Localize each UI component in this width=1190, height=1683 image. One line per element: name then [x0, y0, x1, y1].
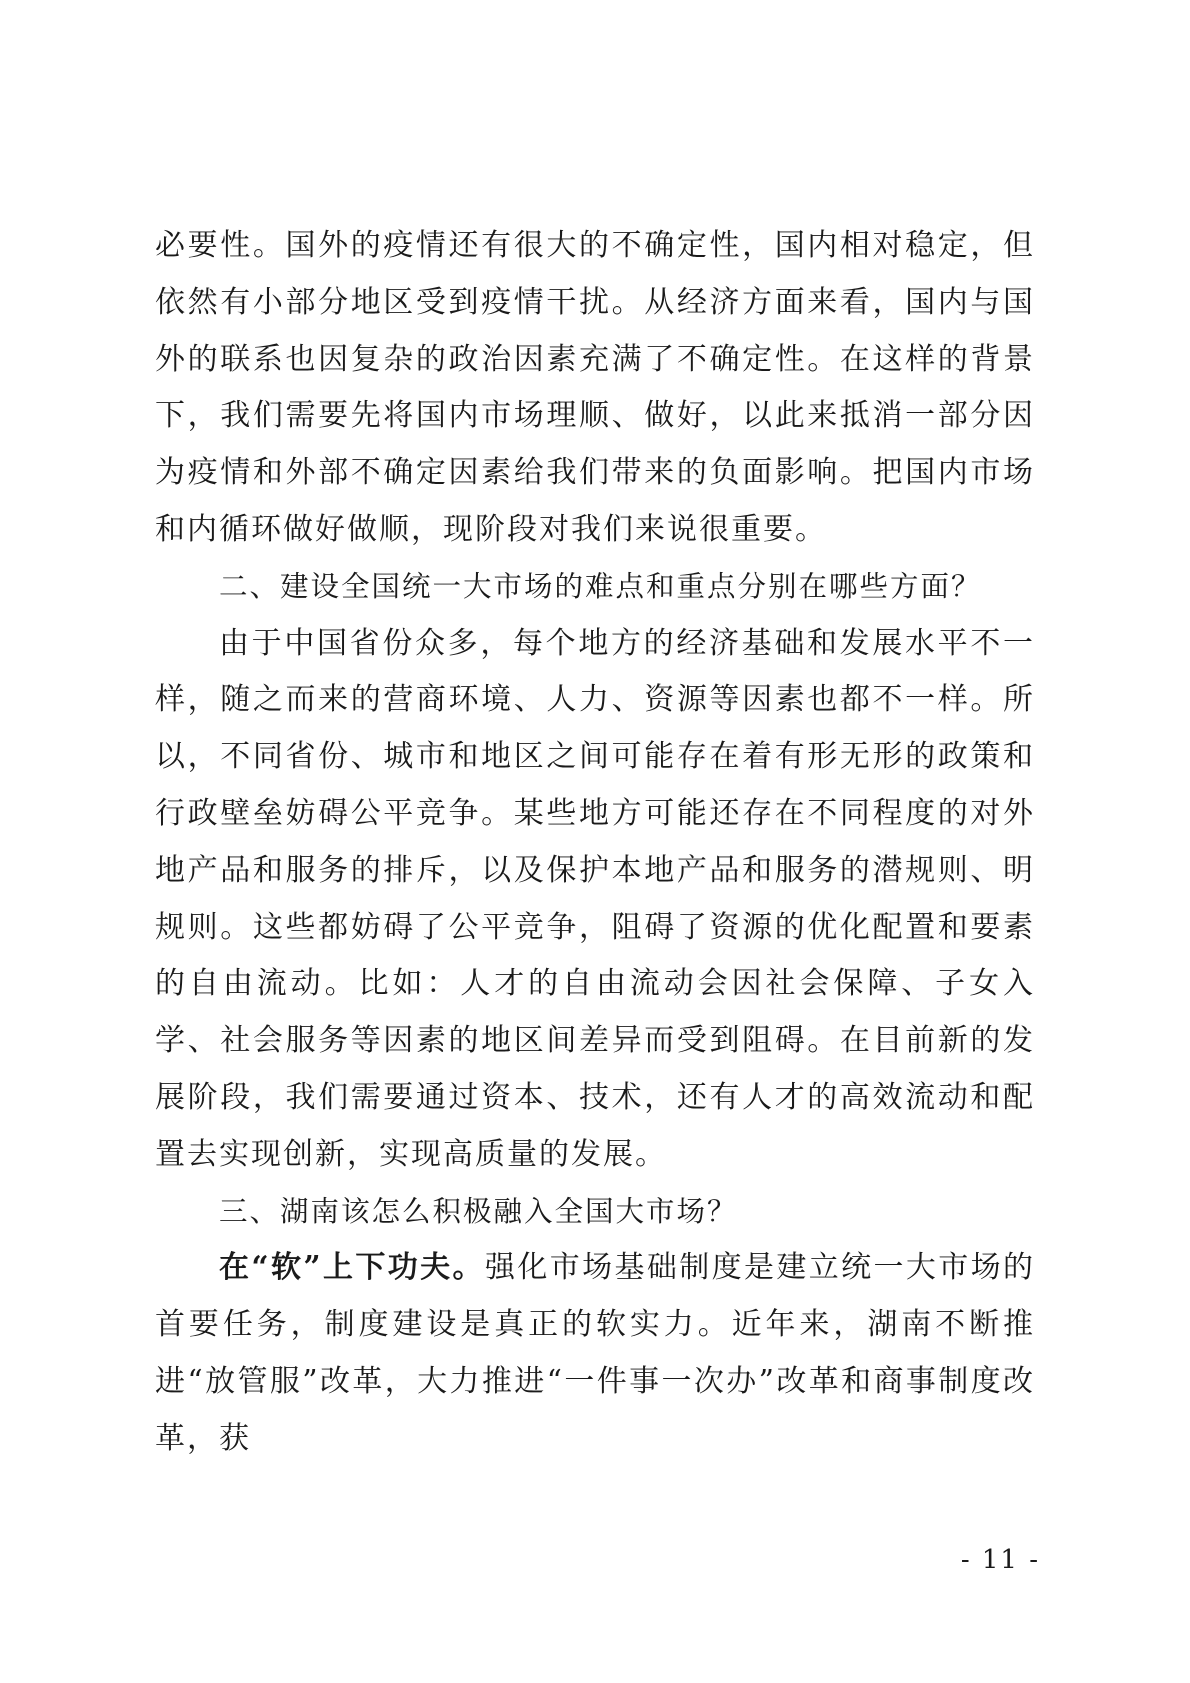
paragraph-section-3	[155, 1240, 1035, 1467]
page-number: - 11 -	[960, 1545, 1040, 1575]
paragraph-lead-phrase: 在“软”上下功夫。	[219, 1250, 485, 1286]
section-heading-2: 二、建设全国统一大市场的难点和重点分别在哪些方面？	[219, 569, 982, 603]
section-heading-3: 三、湖南该怎么积极融入全国大市场？	[219, 1194, 738, 1228]
paragraph-section-2: 由于中国省份众多，每个地方的经济基础和发展水平不一样，随之而来的营商环境、人力、资源等因素也都不一样。所以，不同省份、城市和地区之间可能存在着有形无形的政策和行政壁垒妨碍公平竞争。某些地方可能还存在不同程度的对外地产品和服务的排斥，以及保护本地产品和服务的潜规则、明规则。这些都妨碍了公平竞争，阻碍了资源的优化配置和要素的自由流动。比如：人才的自由流动会因社会保障、子女入学、社会服务等因素的地区间差异而受到阻碍。在目前新的发展阶段，我们需要通过资本、技术，还有人才的高效流动和配置去实现创新，实现高质量的发展。	[155, 625, 1035, 1172]
paragraph-continuation: 必要性。国外的疫情还有很大的不确定性，国内相对稳定，但依然有小部分地区受到疫情干扰。从经济方面来看，国内与国外的联系也因复杂的政治因素充满了不确定性。在这样的背景下，我们需要先将国内市场理顺、做好，以此来抵消一部分因为疫情和外部不确定因素给我们带来的负面影响。把国内市场和内循环做好做顺，现阶段对我们来说很重要。	[155, 228, 1035, 547]
paragraph-body: 强化市场基础制度是建立统一大市场的首要任务，制度建设是真正的软实力。近年来，湖南不断推进“放管服”改革，大力推进“一件事一次办”改革和商事制度改革，获	[155, 1250, 1036, 1456]
body-text	[155, 218, 1035, 1468]
